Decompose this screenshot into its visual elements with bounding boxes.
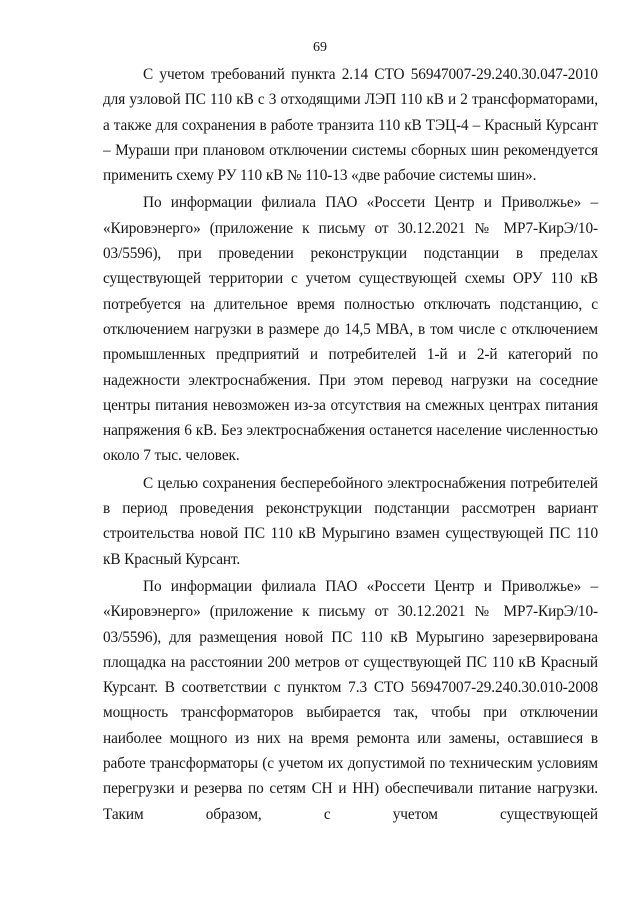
paragraph-site-and-transformers: По информации филиала ПАО «Россети Центр и Приволжье» – «Кировэнерго» (приложение к письму от 30.12.2021 № МР7-КирЭ/10-03/5596), для размещения новой ПС 110 кВ Мурыгино зарезервирована площадка на расстоянии 200 метров от существующей ПС 110 кВ Красный Курсант. В соответствии с пунктом 7.3 СТО 56947007-29.240.30.010-2008 мощность трансформаторов выбирается так, чтобы при отключении наиболее мощного из них на время ремонта или замены, оставшиеся в работе трансформаторы (с учетом их допустимой по техническим условиям перегрузки и резерва по сетям СН и НН) обеспечивали питание нагрузки. Таким образом, с учетом существующей: [103, 577, 598, 823]
document-body: [103, 62, 598, 829]
paragraph-new-substation-variant: С целью сохранения бесперебойного электроснабжения потребителей в период проведения реконструкции подстанции рассмотрен вариант строительства новой ПС 110 кВ Мурыгино взамен существующей ПС 110 кВ Красный Курсант.: [103, 474, 598, 568]
paragraph-reconstruction-info: По информации филиала ПАО «Россети Центр и Приволжье» – «Кировэнерго» (приложение к письму от 30.12.2021 № МР7-КирЭ/10-03/5596), при проведении реконструкции подстанции в пределах существующей территории с учетом существующей схемы ОРУ 110 кВ потребуется на длительное время полностью отключать подстанцию, с отключением нагрузки в размере до 14,5 МВА, в том числе с отключением промышленных предприятий и потребителей 1-й и 2-й категорий по надежности электроснабжения. При этом перевод нагрузки на соседние центры питания невозможен из-за отсутствия на смежных центрах питания напряжения 6 кВ. Без электроснабжения останется население численностью около 7 тыс. человек.: [103, 194, 598, 465]
paragraph-scheme-recommendation: С учетом требований пункта 2.14 СТО 56947007-29.240.30.047-2010 для узловой ПС 110 кВ с 3 отходящими ЛЭП 110 кВ и 2 трансформаторами, а также для сохранения в работе транзита 110 кВ ТЭЦ-4 – Красный Курсант – Мураши при плановом отключении системы сборных шин рекомендуется применить схему РУ 110 кВ № 110-13 «две рабочие системы шин».: [103, 66, 598, 185]
page-number: 69: [313, 40, 327, 55]
